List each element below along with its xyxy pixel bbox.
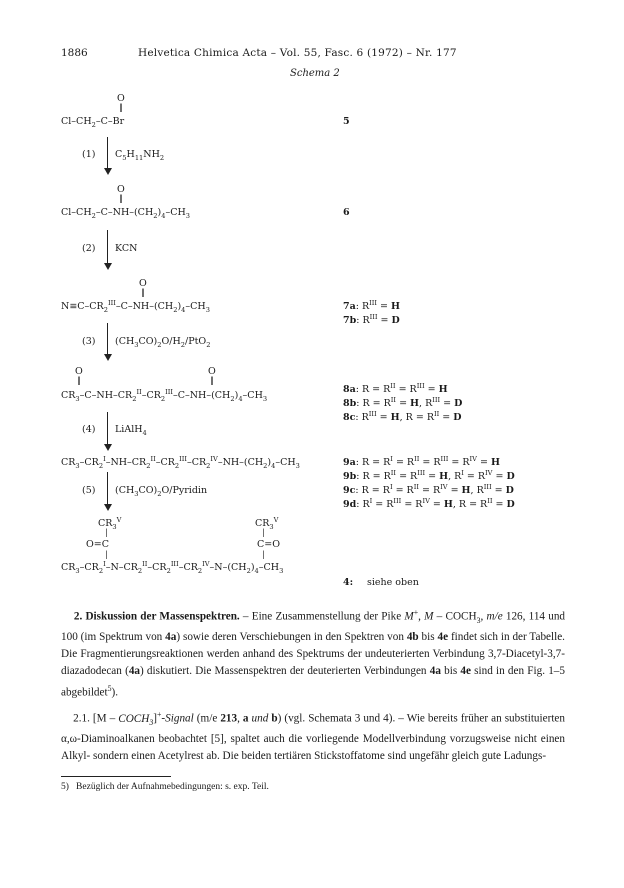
reaction-arrow-2 <box>104 230 112 270</box>
compound-9d: 9d: $R^I = R^{III} = R^{IV} = H$, $R = R^{II} = D$ <box>343 497 515 511</box>
structure-9: $CR_3-CR_2^I-NH-CR_2^{II}-CR_2^{III}-CR_2^{IV}-NH-(CH_2)_4-CH_3$ <box>61 455 300 471</box>
footnote-rule <box>61 776 171 777</box>
compound-label-5: 5 <box>343 116 350 127</box>
footnote-marker: 5) <box>61 782 69 792</box>
footnote-text: Bezüglich der Aufnahmebedingungen: s. exp. Teil. <box>76 782 269 792</box>
step-label-4: (4) <box>82 424 96 435</box>
reaction-arrow-1 <box>104 137 112 177</box>
paragraph-section-2-1: 2.1. $[M - COCH_3]^+$-Signal (m/e 213, a und b) (vgl. Schemata 3 und 4). – Wie bereits früher an substituierten α,ω-Diaminoalkanen beobachtet [5], spaltet auch die vorliegende Modellverbindung vorzugsweise nicht einen Alkyl- sondern einen Acetylrest ab. Die beiden tertiären Stickstoffatome sind ungefähr gleich gute Ladungs- <box>61 710 565 762</box>
footnote <box>61 782 269 792</box>
reagent-5: $(CH_3CO)_2O$/Pyridin <box>115 485 208 498</box>
reagent-2: KCN <box>115 243 138 254</box>
reagent-3: $(CH_3CO)_2O/H_2/PtO_2$ <box>115 336 211 349</box>
journal-header: Helvetica Chimica Acta – Vol. 55, Fasc. 6 (1972) – Nr. 177 <box>138 47 457 59</box>
scheme-title: Schema 2 <box>290 68 340 79</box>
reaction-arrow-4 <box>104 412 112 452</box>
reaction-arrow-3 <box>104 323 112 361</box>
compound-4-note: siehe oben <box>367 577 419 588</box>
reaction-arrow-5 <box>104 472 112 512</box>
compound-9b: 9b: $R = R^{II} = R^{III} = H$, $R^I = R^{IV} = D$ <box>343 469 515 483</box>
reagent-1: $C_5H_{11}NH_2$ <box>115 149 165 162</box>
step-label-3: (3) <box>82 336 96 347</box>
compound-label-4: 4: <box>343 577 354 588</box>
compound-8a: 8a: $R = R^{II} = R^{III} = H$ <box>343 382 448 396</box>
paragraph-discussion: 2. Diskussion der Massenspektren. – Eine Zusammenstellung der Pike M+, M – $COCH_3$, m/e 126, 114 und 100 (im Spektrum von 4a) sowie deren Verschiebungen in den Spektren von 4b bis 4e findet sich in der Tabelle. Die Fragmentierungsreaktionen werden anhand des Spektrums der undeuterierten Verbindung 3,7-Diacetyl-3,7-diazadodecan (4a) diskutiert. Die Massenspektren der deuterierten Verbindungen 4a bis 4e sind in den Fig. 1–5 abgebildet$^5$). <box>61 608 566 699</box>
compound-8b: 8b: $R = R^{II} = H$, $R^{III} = D$ <box>343 396 463 410</box>
section-heading: 2. Diskussion der Massenspektren. <box>73 610 240 623</box>
reagent-4: LiAlH$_4$ <box>115 424 147 437</box>
compound-9c: 9c: $R = R^I = R^{II} = R^{IV} = H$, $R^{III} = D$ <box>343 483 514 497</box>
compound-9a: 9a: $R = R^I = R^{II} = R^{III} = R^{IV} = H$ <box>343 455 500 469</box>
compound-8c: 8c: $R^{III} = H$, $R = R^{II} = D$ <box>343 410 462 424</box>
compound-label-6: 6 <box>343 207 350 218</box>
compound-7a: 7a: $R^{III} = H$ <box>343 299 400 313</box>
step-label-2: (2) <box>82 243 96 254</box>
step-label-5: (5) <box>82 485 96 496</box>
page-number: 1886 <box>61 47 88 59</box>
step-label-1: (1) <box>82 149 96 160</box>
compound-7b: 7b: $R^{III} = D$ <box>343 313 400 327</box>
